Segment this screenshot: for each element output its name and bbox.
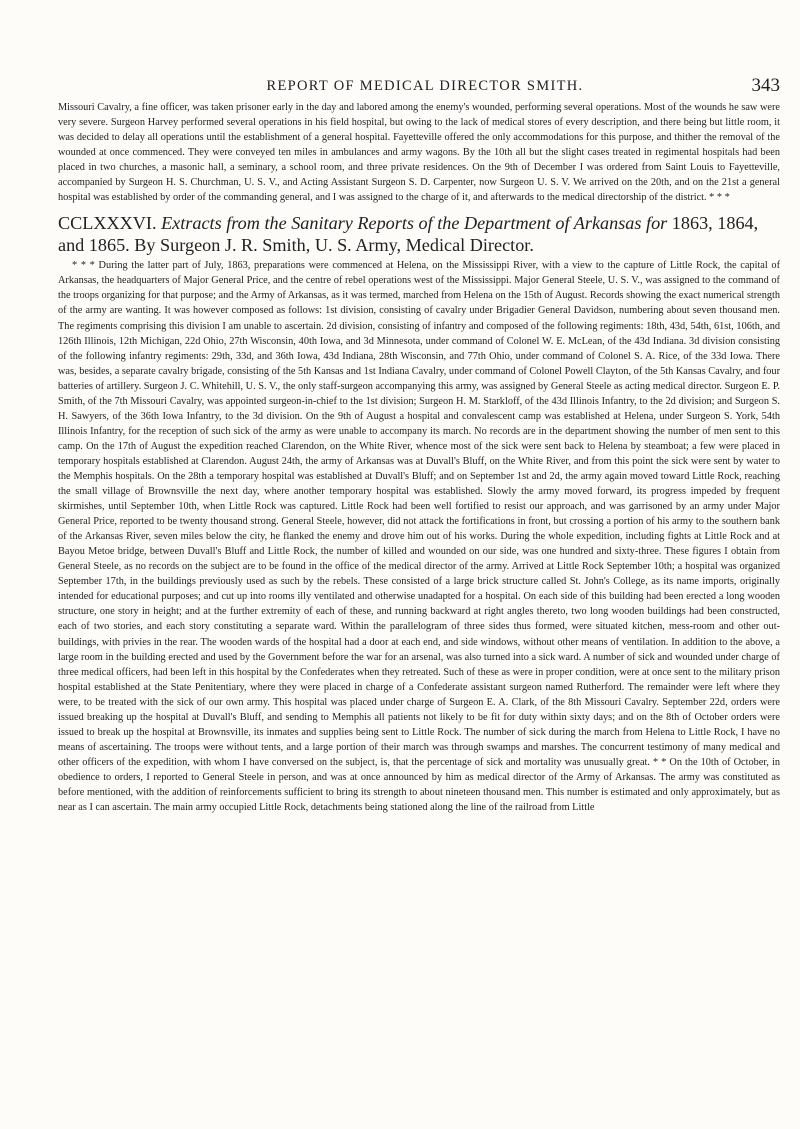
running-head: REPORT OF MEDICAL DIRECTOR SMITH. <box>266 78 584 94</box>
intro-paragraph: Missouri Cavalry, a fine officer, was taken prisoner early in the day and labored among the enemy's wounded, performing several operations. Most of the wounds he saw were very severe. Surgeon Harvey performed several operations in his field hospital, but owing to the lack of medical stores of every description, and there being but little room, it was decided to delay all operations until the establishment of a general hospital. Fayetteville offered the only accommodations for this purpose, and thither the removal of the wounded at once commenced. They were conveyed ten miles in ambulances and army wagons. By the 10th all but the slight cases treated in regimental hospitals had been placed in two churches, a masonic hall, a seminary, a school room, and three private residences. On the 9th of December I was ordered from Saint Louis to Fayetteville, accompanied by Surgeon H. S. Churchman, U. S. V., and Acting Assistant Surgeon S. D. Carpenter, now Surgeon U. S. V. We arrived on the 20th, and on the 21st a general hospital was established by order of the commanding general, and I was assigned to the charge of it, and afterwards to the medical directorship of the district. * * * <box>58 102 780 204</box>
section-heading <box>58 213 780 256</box>
page-header <box>120 75 780 100</box>
section-title-italic: Extracts from the Sanitary Reports of the Department of Arkansas for <box>161 213 668 234</box>
section-number: CCLXXXVI. <box>58 213 157 234</box>
page-number: 343 <box>751 75 780 96</box>
section-title-rest: 1863, 1864, and 1865. By Surgeon J. R. Smith, U. S. Army, Medical Director. <box>58 213 759 255</box>
page-content <box>58 100 780 815</box>
body-paragraph: * * * During the latter part of July, 1863, preparations were commenced at Helena, on the Mississippi River, with a view to the capture of Little Rock, the capital of Arkansas, the headquarters of Major General Price, and the centre of rebel operations west of the Mississippi. Major General Steele, U. S. V., was assigned to the command of the troops organizing for that purpose; and the Army of Arkansas, as it was termed, marched from Helena on the 15th of August. Records showing the exact numerical strength of the army are wanting. It was however composed as follows: 1st division, consisting of cavalry under Brigadier General Davidson, numbering about seven thousand men. The regiments comprising this division I am unable to ascertain. 2d division, consisting of infantry and composed of the following regiments: 18th, 43d, 54th, 61st, 106th, and 126th Illinois, 12th Michigan, 22d Ohio, 27th Wisconsin, 40th Iowa, and 3d Minnesota, under command of Colonel W. E. McLean, of the 43d Indiana. 3d division consisting of the following infantry regiments: 29th, 33d, and 36th Iowa, 43d Indiana, 28th Wisconsin, and 77th Ohio, under command of Colonel S. A. Rice, of the 33d Iowa. There was, besides, a separate cavalry brigade, consisting of the 5th Kansas and 1st Indiana Cavalry, under command of Colonel Powell Clayton, of the 5th Kansas Cavalry, and four batteries of artillery. Surgeon J. C. Whitehill, U. S. V., the only staff-surgeon accompanying this army, was assigned by General Steele as acting medical director. Surgeon E. P. Smith, of the 7th Missouri Cavalry, was appointed surgeon-in-chief to the 1st division; Surgeon H. M. Starkloff, of the 43d Illinois Infantry, to the 2d division; and Surgeon S. H. Sawyers, of the 36th Iowa Infantry, to the 3d division. On the 9th of August a hospital and convalescent camp was established at Helena, under Surgeon S. York, 54th Illinois Infantry, for the reception of such sick of the army as were unable to accompany its march. No records are in the department showing the number of men sent to this camp. On the 17th of August the expedition reached Clarendon, on the White River, whence most of the sick were sent back to Helena by steamboat; a few were placed in temporary hospitals established at Clarendon. August 24th, the army of Arkansas was at Duvall's Bluff, on the White River, and from this point the sick were sent by water to the Memphis hospitals. On the 28th a temporary hospital was established at Duvall's Bluff; and on September 1st and 2d, the army again moved toward Little Rock, reaching the small village of Brownsville the next day, where another temporary hospital was established. Slowly the army moved forward, its progress impeded by frequent skirmishes, until September 10th, when Little Rock was captured. Little Rock had been well fortified to resist our approach, and was garrisoned by an army under Major General Price, reported to be twenty thousand strong. General Steele, however, did not attack the fortifications in front, but crossing a portion of his army to the southern bank of the Arkansas River, seven miles below the city, he flanked the enemy and drove him out of his works. During the whole expedition, including fights at Little Rock and at Bayou Metoe bridge, between Duvall's Bluff and Little Rock, the number of killed and wounded on our side, was one hundred and sixty-three. These figures I obtain from General Steele, as no records on the subject are to be found in the office of the medical director of the army. Arrived at Little Rock September 10th; a hospital was organized September 17th, in the buildings previously used as such by the rebels. These consisted of a large brick structure called St. John's College, as its name imports, originally intended for educational purposes; and cut up into rooms illy ventilated and otherwise unadapted for a hospital. On each side of this building had been erected a long wooden structure, one story in height; and at the further extremity of each of these, and running backward at right angles thereto, two long wooden buildings had been constructed, each of two stories, and each story constituting a separate ward. Within the parallelogram of three sides thus formed, were situated kitchen, mess-room and other out-buildings, with privies in the rear. The wooden wards of the hospital had a door at each end, and side windows, without other means of ventilation. In addition to the above, a large room in the building erected and used by the Government before the war for an arsenal, was also turned into a sick ward. A number of sick and wounded under charge of three medical officers, had been left in this hospital by the Confederates when they retreated. Such of these as were in proper condition, were at once sent to the military prison hospital established at the State Penitentiary, where they were placed in charge of a Confederate assistant surgeon named Rutherford. The remainder were left where they were, to be treated with the sick of our own army. This hospital was placed under charge of Surgeon E. A. Clark, of the 8th Missouri Cavalry. September 22d, orders were issued breaking up the hospital at Duvall's Bluff, and sending to Memphis all patients not likely to be fit for duty within sixty days; and on the 8th of October orders were issued to break up the hospital at Brownsville, its inmates and supplies being sent to Little Rock. The number of sick during the march from Helena to Little Rock, I have no means of ascertaining. The troops were without tents, and a large portion of their march was through swamps and marshes. The concurrent testimony of many medical and other officers of the expedition, with whom I have conversed on the subject, is, that the percentage of sick and mortality was unusually great. * * On the 10th of October, in obedience to orders, I reported to General Steele in person, and was at once announced by him as medical director of the Army of Arkansas. The army was constituted as before mentioned, with the addition of reinforcements sufficient to bring its strength to about nineteen thousand men. This number is estimated and only approximately, but as near as I can ascertain. The main army occupied Little Rock, detachments being stationed along the line of the railroad from Little <box>58 260 780 814</box>
